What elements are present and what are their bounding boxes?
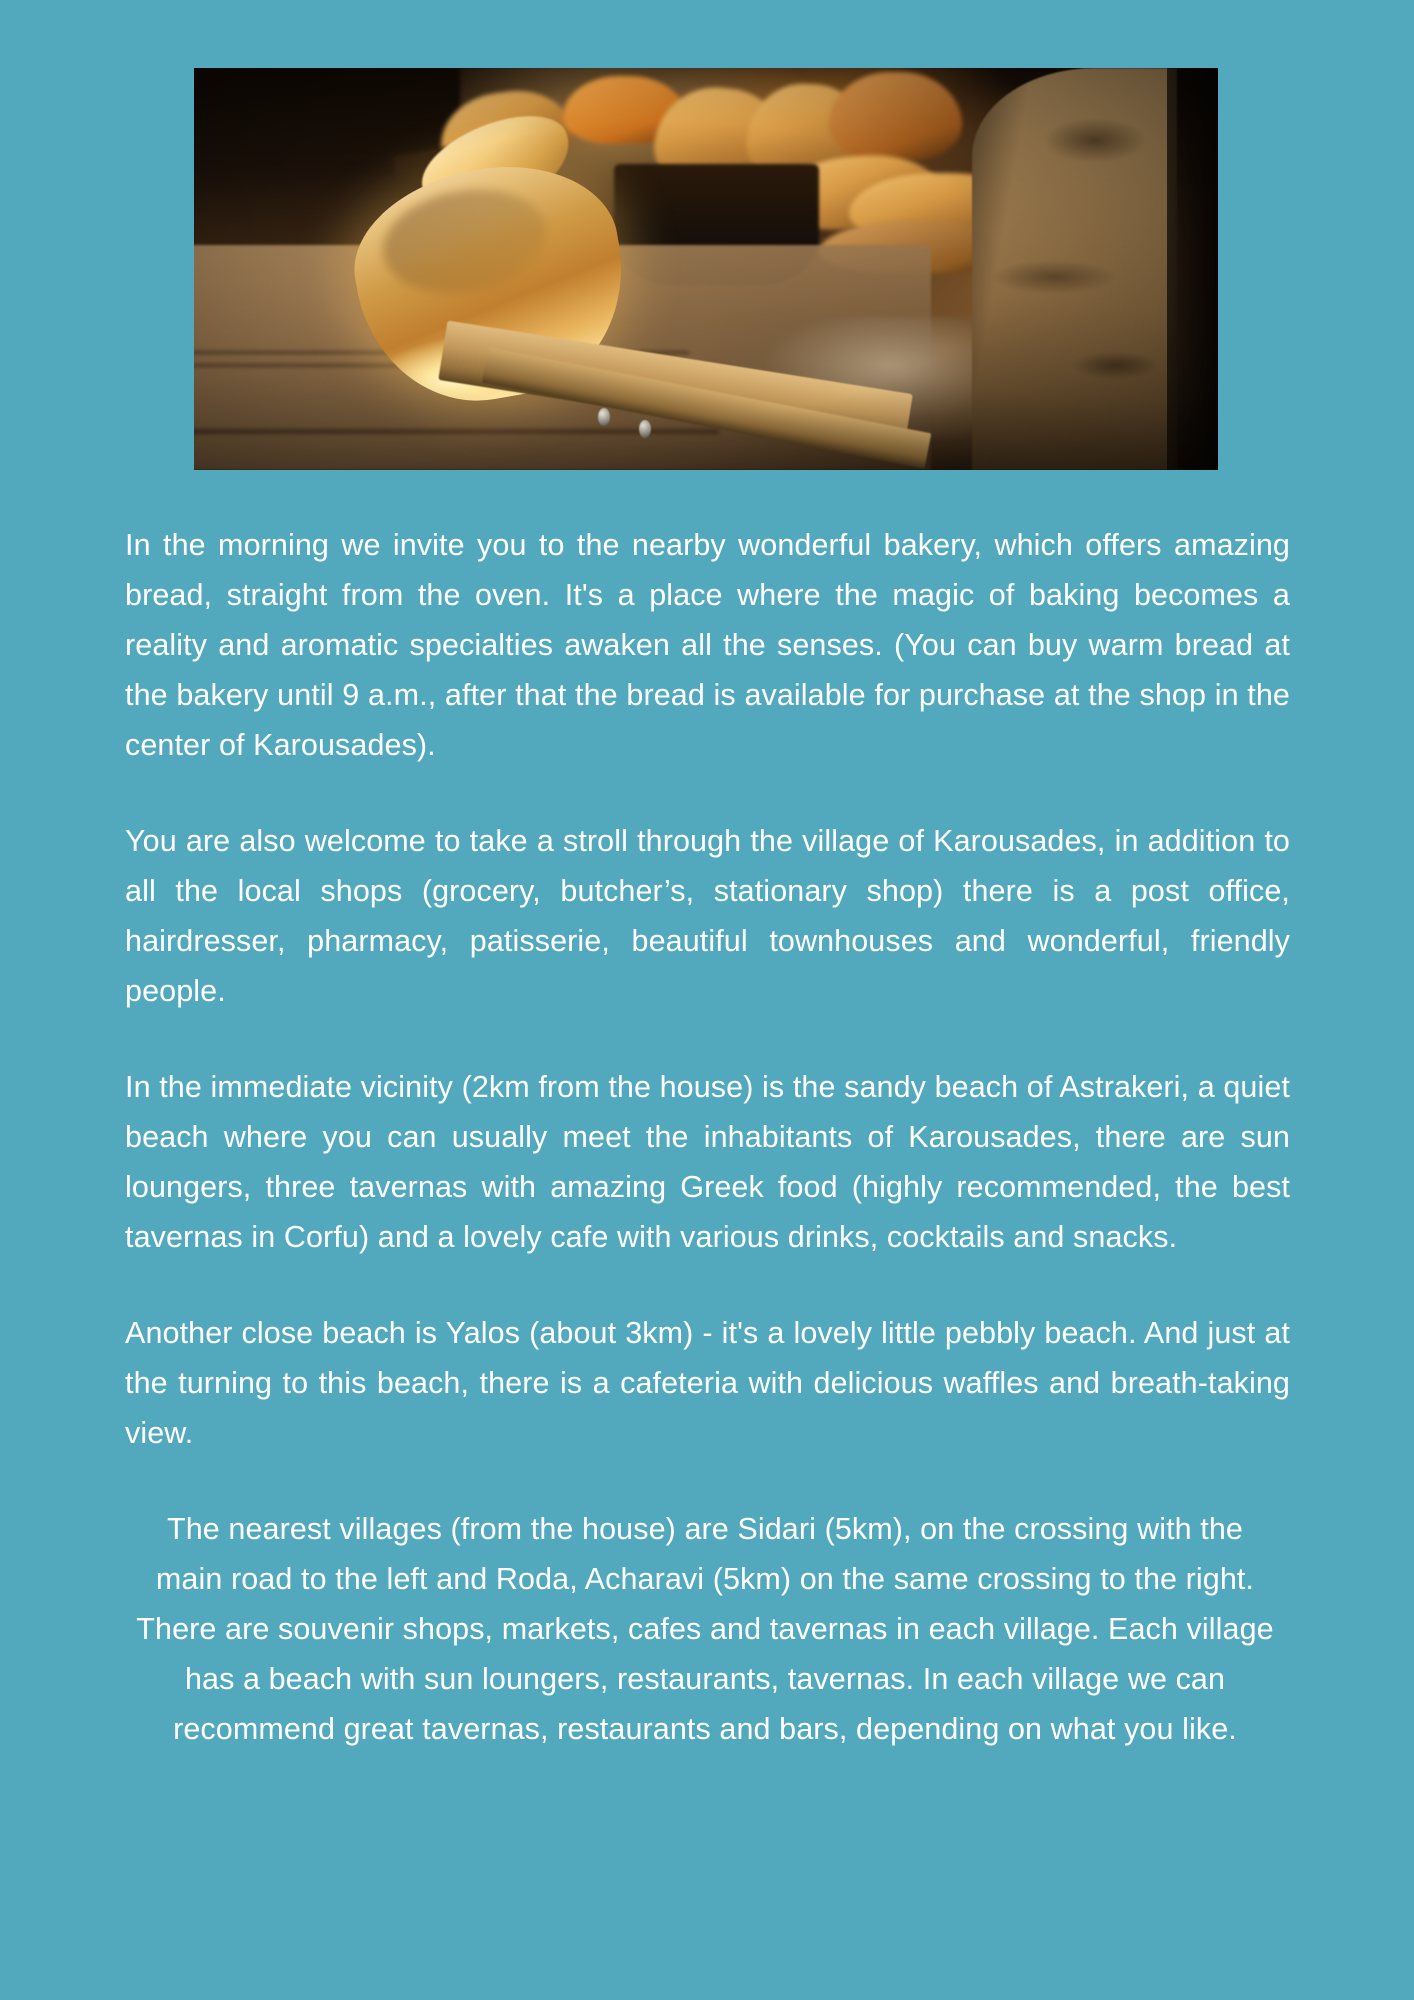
paragraph-yalos-beach: Another close beach is Yalos (about 3km) - it's a lovely little pebbly beach. And just at the turning to this beach, there is a cafeteria with delicious waffles and breath-taking view.	[125, 1316, 1290, 1450]
bakery-oven-photo	[194, 68, 1218, 470]
paragraph-village: You are also welcome to take a stroll through the village of Karousades, in addition to all the local shops (grocery, butcher’s, stationary shop) there is a post office, hairdresser, pharmacy, patisserie, beautiful townhouses and wonderful, friendly people.	[125, 824, 1290, 1008]
paragraph-nearest-villages: The nearest villages (from the house) are Sidari (5km), on the crossing with the main road to the left and Roda, Acharavi (5km) on the same crossing to the right. There are souvenir shops, markets, cafes and tavernas in each village. Each village has a beach with sun loungers, restaurants, tavernas. In each village we can recommend great tavernas, restaurants and bars, depending on what you like.	[136, 1512, 1274, 1746]
hero-image	[194, 68, 1218, 470]
background-loaf	[829, 72, 962, 160]
paragraph-bakery: In the morning we invite you to the nearby wonderful bakery, which offers amazing bread, straight from the oven. It's a place where the magic of baking becomes a reality and aromatic specialties awaken all the senses. (You can buy warm bread at the bakery until 9 a.m., after that the bread is available for purchase at the shop in the center of Karousades).	[125, 528, 1290, 762]
body-content	[125, 520, 1290, 1754]
oven-dark-edge	[1167, 68, 1218, 470]
oven-stone-pillar	[972, 68, 1177, 470]
paragraph-astrakeri-beach: In the immediate vicinity (2km from the house) is the sandy beach of Astrakeri, a quiet beach where you can usually meet the inhabitants of Karousades, there are sun loungers, three tavernas with amazing Greek food (highly recommended, the best tavernas in Corfu) and a lovely cafe with various drinks, cocktails and snacks.	[125, 1070, 1290, 1254]
